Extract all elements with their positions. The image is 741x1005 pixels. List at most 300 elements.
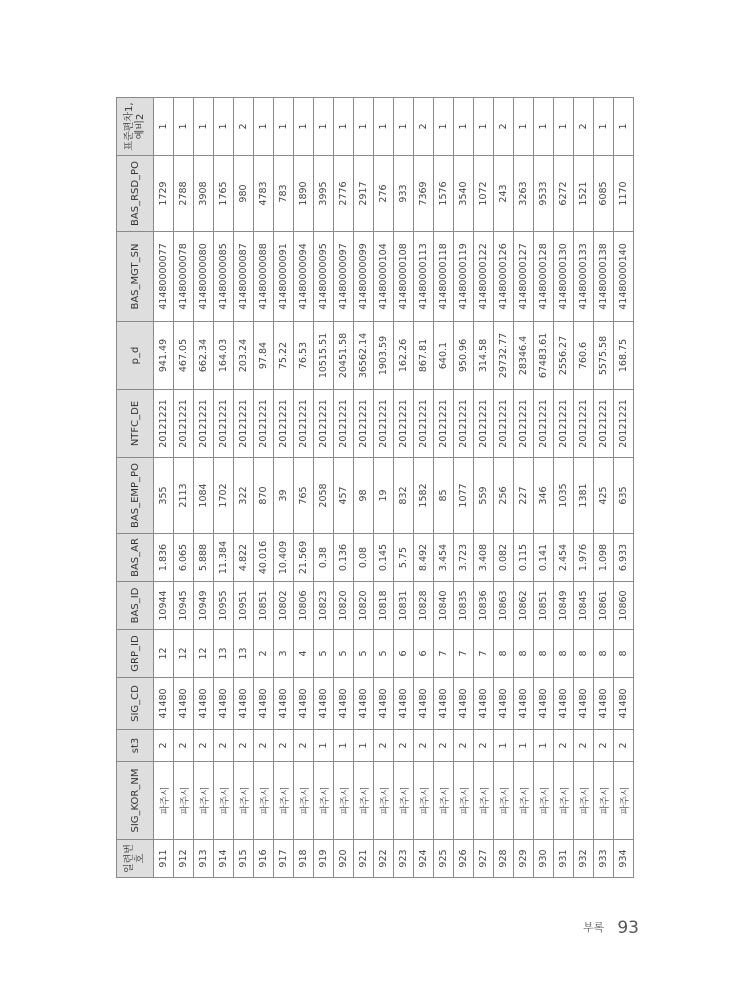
table-cell: 7 xyxy=(434,630,454,678)
table-row xyxy=(574,98,594,878)
table-cell: 1 xyxy=(214,98,234,156)
table-cell: 355 xyxy=(154,458,174,534)
column-header: st3 xyxy=(117,730,154,762)
table-cell: 0.38 xyxy=(314,534,334,582)
table-cell: 950.96 xyxy=(454,322,474,390)
table-cell: 파주시 xyxy=(434,762,454,840)
table-cell: 41480 xyxy=(594,678,614,730)
table-cell: 314.58 xyxy=(474,322,494,390)
table-cell: 파주시 xyxy=(534,762,554,840)
table-cell: 20121221 xyxy=(374,390,394,458)
table-cell: 41480000113 xyxy=(414,232,434,322)
table-cell: 41480000087 xyxy=(234,232,254,322)
rotated-table-container xyxy=(116,102,631,878)
table-cell: 41480000138 xyxy=(594,232,614,322)
column-header: BAS_MGT_SN xyxy=(117,232,154,322)
table-cell: 2 xyxy=(234,730,254,762)
table-cell: 7 xyxy=(474,630,494,678)
table-cell: 6.933 xyxy=(614,534,634,582)
table-cell: 931 xyxy=(554,840,574,878)
table-cell: 20121221 xyxy=(154,390,174,458)
table-cell: 12 xyxy=(174,630,194,678)
table-cell: 20121221 xyxy=(174,390,194,458)
table-row xyxy=(474,98,494,878)
table-cell: 2 xyxy=(294,730,314,762)
column-header: 표준편차1, 예비2 xyxy=(117,98,154,156)
table-cell: 41480000095 xyxy=(314,232,334,322)
table-cell: 832 xyxy=(394,458,414,534)
table-row xyxy=(194,98,214,878)
table-cell: 980 xyxy=(234,156,254,232)
table-cell: 924 xyxy=(414,840,434,878)
table-cell: 41480000097 xyxy=(334,232,354,322)
table-cell: 20121221 xyxy=(574,390,594,458)
table-cell: 6 xyxy=(394,630,414,678)
table-cell: 3.408 xyxy=(474,534,494,582)
table-cell: 41480000130 xyxy=(554,232,574,322)
table-cell: 29732.77 xyxy=(494,322,514,390)
table-cell: 41480000133 xyxy=(574,232,594,322)
table-cell: 1890 xyxy=(294,156,314,232)
table-cell: 0.145 xyxy=(374,534,394,582)
table-cell: 1 xyxy=(154,98,174,156)
table-row xyxy=(514,98,534,878)
table-cell: 41480000080 xyxy=(194,232,214,322)
table-cell: 41480000127 xyxy=(514,232,534,322)
table-cell: 1 xyxy=(314,730,334,762)
table-cell: 10836 xyxy=(474,582,494,630)
table-cell: 13 xyxy=(234,630,254,678)
table-cell: 41480000128 xyxy=(534,232,554,322)
table-cell: 9533 xyxy=(534,156,554,232)
rotated-table-area xyxy=(116,102,631,878)
table-cell: 7 xyxy=(454,630,474,678)
table-cell: 41480000077 xyxy=(154,232,174,322)
table-cell: 929 xyxy=(514,840,534,878)
table-row xyxy=(234,98,254,878)
table-cell: 5575.58 xyxy=(594,322,614,390)
table-cell: 2 xyxy=(454,730,474,762)
table-cell: 10851 xyxy=(254,582,274,630)
table-cell: 0.136 xyxy=(334,534,354,582)
table-body xyxy=(154,98,634,878)
table-cell: 2 xyxy=(494,98,514,156)
table-cell: 41480 xyxy=(554,678,574,730)
table-cell: 41480000099 xyxy=(354,232,374,322)
table-cell: 41480 xyxy=(174,678,194,730)
table-cell: 915 xyxy=(234,840,254,878)
table-cell: 1077 xyxy=(454,458,474,534)
table-cell: 2776 xyxy=(334,156,354,232)
table-cell: 2788 xyxy=(174,156,194,232)
table-cell: 3.723 xyxy=(454,534,474,582)
table-cell: 21.569 xyxy=(294,534,314,582)
table-cell: 1 xyxy=(394,98,414,156)
table-cell: 916 xyxy=(254,840,274,878)
table-cell: 1084 xyxy=(194,458,214,534)
table-cell: 10823 xyxy=(314,582,334,630)
table-cell: 10944 xyxy=(154,582,174,630)
table-cell: 20121221 xyxy=(554,390,574,458)
table-cell: 파주시 xyxy=(374,762,394,840)
table-row xyxy=(374,98,394,878)
table-cell: 760.6 xyxy=(574,322,594,390)
table-cell: 20121221 xyxy=(414,390,434,458)
table-cell: 4.822 xyxy=(234,534,254,582)
table-cell: 8 xyxy=(514,630,534,678)
table-row xyxy=(434,98,454,878)
table-cell: 파주시 xyxy=(594,762,614,840)
table-cell: 1 xyxy=(334,98,354,156)
table-cell: 276 xyxy=(374,156,394,232)
table-cell: 8.492 xyxy=(414,534,434,582)
table-cell: 3995 xyxy=(314,156,334,232)
table-cell: 10820 xyxy=(354,582,374,630)
table-cell: 2.454 xyxy=(554,534,574,582)
table-cell: 1 xyxy=(334,730,354,762)
table-cell: 10945 xyxy=(174,582,194,630)
table-cell: 12 xyxy=(154,630,174,678)
table-cell: 8 xyxy=(574,630,594,678)
table-cell: 4783 xyxy=(254,156,274,232)
table-cell: 1 xyxy=(514,98,534,156)
table-cell: 10802 xyxy=(274,582,294,630)
column-header: SIG_KOR_NM xyxy=(117,762,154,840)
table-cell: 파주시 xyxy=(574,762,594,840)
table-cell: 926 xyxy=(454,840,474,878)
table-cell: 2 xyxy=(174,730,194,762)
table-cell: 2 xyxy=(574,730,594,762)
table-cell: 930 xyxy=(534,840,554,878)
table-cell: 1521 xyxy=(574,156,594,232)
table-cell: 20121221 xyxy=(534,390,554,458)
column-header: GRP_ID xyxy=(117,630,154,678)
table-cell: 1 xyxy=(314,98,334,156)
table-cell: 41480 xyxy=(494,678,514,730)
table-cell: 41480 xyxy=(614,678,634,730)
table-cell: 0.115 xyxy=(514,534,534,582)
table-cell: 6 xyxy=(414,630,434,678)
table-cell: 913 xyxy=(194,840,214,878)
table-cell: 920 xyxy=(334,840,354,878)
table-cell: 1903.59 xyxy=(374,322,394,390)
table-cell: 20121221 xyxy=(434,390,454,458)
table-cell: 20121221 xyxy=(214,390,234,458)
table-cell: 912 xyxy=(174,840,194,878)
table-cell: 3 xyxy=(274,630,294,678)
table-cell: 41480 xyxy=(214,678,234,730)
table-cell: 2058 xyxy=(314,458,334,534)
table-cell: 2 xyxy=(474,730,494,762)
table-cell: 10806 xyxy=(294,582,314,630)
table-cell: 923 xyxy=(394,840,414,878)
table-cell: 927 xyxy=(474,840,494,878)
table-cell: 2 xyxy=(214,730,234,762)
table-cell: 918 xyxy=(294,840,314,878)
table-cell: 20121221 xyxy=(194,390,214,458)
table-cell: 1 xyxy=(454,98,474,156)
page-footer xyxy=(583,918,639,938)
table-cell: 41480000126 xyxy=(494,232,514,322)
table-cell: 파주시 xyxy=(314,762,334,840)
table-cell: 10818 xyxy=(374,582,394,630)
table-cell: 75.22 xyxy=(274,322,294,390)
table-cell: 10862 xyxy=(514,582,534,630)
table-cell: 1 xyxy=(194,98,214,156)
table-cell: 8 xyxy=(594,630,614,678)
table-cell: 97.84 xyxy=(254,322,274,390)
table-cell: 783 xyxy=(274,156,294,232)
table-cell: 5 xyxy=(374,630,394,678)
table-cell: 2 xyxy=(374,730,394,762)
table-cell: 3.454 xyxy=(434,534,454,582)
table-cell: 20121221 xyxy=(514,390,534,458)
table-cell: 6085 xyxy=(594,156,614,232)
table-cell: 10.409 xyxy=(274,534,294,582)
footer-label: 부록 xyxy=(583,921,605,934)
table-cell: 346 xyxy=(534,458,554,534)
table-cell: 2917 xyxy=(354,156,374,232)
table-row xyxy=(254,98,274,878)
table-cell: 41480 xyxy=(234,678,254,730)
table-cell: 867.81 xyxy=(414,322,434,390)
table-cell: 425 xyxy=(594,458,614,534)
table-cell: 3908 xyxy=(194,156,214,232)
table-cell: 41480000122 xyxy=(474,232,494,322)
table-row xyxy=(354,98,374,878)
table-cell: 922 xyxy=(374,840,394,878)
table-cell: 2 xyxy=(414,730,434,762)
table-cell: 0.141 xyxy=(534,534,554,582)
table-cell: 168.75 xyxy=(614,322,634,390)
table-cell: 41480 xyxy=(194,678,214,730)
table-cell: 41480000088 xyxy=(254,232,274,322)
table-cell: 파주시 xyxy=(194,762,214,840)
table-cell: 41480 xyxy=(154,678,174,730)
table-cell: 4 xyxy=(294,630,314,678)
table-cell: 20121221 xyxy=(454,390,474,458)
table-cell: 1 xyxy=(434,98,454,156)
table-cell: 파주시 xyxy=(554,762,574,840)
table-cell: 41480000140 xyxy=(614,232,634,322)
table-row xyxy=(334,98,354,878)
header-row xyxy=(117,98,154,878)
table-cell: 10951 xyxy=(234,582,254,630)
table-cell: 10860 xyxy=(614,582,634,630)
table-cell: 10955 xyxy=(214,582,234,630)
page-number: 93 xyxy=(617,918,639,938)
table-cell: 1729 xyxy=(154,156,174,232)
table-row xyxy=(554,98,574,878)
table-row xyxy=(594,98,614,878)
table-cell: 20451.58 xyxy=(334,322,354,390)
table-cell: 41480 xyxy=(374,678,394,730)
table-cell: 파주시 xyxy=(394,762,414,840)
table-cell: 911 xyxy=(154,840,174,878)
table-cell: 6272 xyxy=(554,156,574,232)
table-cell: 243 xyxy=(494,156,514,232)
table-cell: 10831 xyxy=(394,582,414,630)
table-cell: 10851 xyxy=(534,582,554,630)
table-cell: 2 xyxy=(274,730,294,762)
table-cell: 6.065 xyxy=(174,534,194,582)
table-cell: 36562.14 xyxy=(354,322,374,390)
table-cell: 20121221 xyxy=(334,390,354,458)
table-cell: 1 xyxy=(274,98,294,156)
table-cell: 2 xyxy=(254,630,274,678)
table-row xyxy=(274,98,294,878)
table-row xyxy=(534,98,554,878)
table-cell: 파주시 xyxy=(214,762,234,840)
table-cell: 20121221 xyxy=(314,390,334,458)
table-cell: 11.384 xyxy=(214,534,234,582)
table-cell: 20121221 xyxy=(274,390,294,458)
table-cell: 914 xyxy=(214,840,234,878)
table-cell: 1 xyxy=(494,730,514,762)
table-cell: 635 xyxy=(614,458,634,534)
table-cell: 8 xyxy=(534,630,554,678)
table-cell: 5 xyxy=(314,630,334,678)
table-cell: 1 xyxy=(354,98,374,156)
table-cell: 1170 xyxy=(614,156,634,232)
table-cell: 1 xyxy=(374,98,394,156)
table-cell: 467.05 xyxy=(174,322,194,390)
column-header: BAS_ID xyxy=(117,582,154,630)
table-cell: 933 xyxy=(394,156,414,232)
column-header: 일련번호 xyxy=(117,840,154,878)
table-cell: 1035 xyxy=(554,458,574,534)
table-cell: 1 xyxy=(254,98,274,156)
table-cell: 41480 xyxy=(294,678,314,730)
table-cell: 934 xyxy=(614,840,634,878)
table-row xyxy=(154,98,174,878)
table-cell: 765 xyxy=(294,458,314,534)
table-cell: 2 xyxy=(554,730,574,762)
table-cell: 559 xyxy=(474,458,494,534)
table-cell: 파주시 xyxy=(174,762,194,840)
table-cell: 10820 xyxy=(334,582,354,630)
table-cell: 941.49 xyxy=(154,322,174,390)
table-cell: 2 xyxy=(434,730,454,762)
table-cell: 1765 xyxy=(214,156,234,232)
table-cell: 928 xyxy=(494,840,514,878)
table-cell: 8 xyxy=(554,630,574,678)
table-cell: 2 xyxy=(574,98,594,156)
table-cell: 파주시 xyxy=(454,762,474,840)
table-cell: 41480 xyxy=(274,678,294,730)
table-header xyxy=(117,98,154,878)
table-cell: 2 xyxy=(254,730,274,762)
table-cell: 파주시 xyxy=(234,762,254,840)
table-cell: 파주시 xyxy=(414,762,434,840)
column-header: SIG_CD xyxy=(117,678,154,730)
table-cell: 20121221 xyxy=(294,390,314,458)
table-cell: 2 xyxy=(394,730,414,762)
table-cell: 1 xyxy=(474,98,494,156)
table-cell: 2 xyxy=(414,98,434,156)
table-cell: 1 xyxy=(554,98,574,156)
table-cell: 5.888 xyxy=(194,534,214,582)
table-cell: 1 xyxy=(174,98,194,156)
table-row xyxy=(494,98,514,878)
table-cell: 1 xyxy=(534,730,554,762)
table-cell: 41480000091 xyxy=(274,232,294,322)
table-cell: 41480000085 xyxy=(214,232,234,322)
table-cell: 41480 xyxy=(434,678,454,730)
table-cell: 10515.51 xyxy=(314,322,334,390)
table-cell: 19 xyxy=(374,458,394,534)
table-cell: 1.976 xyxy=(574,534,594,582)
table-cell: 41480 xyxy=(394,678,414,730)
table-cell: 76.53 xyxy=(294,322,314,390)
table-cell: 85 xyxy=(434,458,454,534)
table-cell: 41480 xyxy=(414,678,434,730)
table-cell: 10835 xyxy=(454,582,474,630)
table-cell: 8 xyxy=(614,630,634,678)
table-cell: 10840 xyxy=(434,582,454,630)
table-cell: 41480 xyxy=(534,678,554,730)
table-cell: 1 xyxy=(294,98,314,156)
table-cell: 1582 xyxy=(414,458,434,534)
column-header: BAS_EMP_PO xyxy=(117,458,154,534)
table-row xyxy=(614,98,634,878)
column-header: p_d xyxy=(117,322,154,390)
table-cell: 41480 xyxy=(514,678,534,730)
table-cell: 41480 xyxy=(454,678,474,730)
table-cell: 파주시 xyxy=(614,762,634,840)
table-cell: 1702 xyxy=(214,458,234,534)
table-cell: 1.098 xyxy=(594,534,614,582)
table-cell: 20121221 xyxy=(594,390,614,458)
table-cell: 921 xyxy=(354,840,374,878)
table-cell: 2 xyxy=(594,730,614,762)
table-cell: 20121221 xyxy=(234,390,254,458)
table-cell: 932 xyxy=(574,840,594,878)
column-header: NTFC_DE xyxy=(117,390,154,458)
table-cell: 5 xyxy=(334,630,354,678)
column-header: BAS_AR xyxy=(117,534,154,582)
table-cell: 41480000108 xyxy=(394,232,414,322)
table-cell: 0.082 xyxy=(494,534,514,582)
table-cell: 3540 xyxy=(454,156,474,232)
table-cell: 98 xyxy=(354,458,374,534)
table-cell: 파주시 xyxy=(474,762,494,840)
table-cell: 919 xyxy=(314,840,334,878)
table-cell: 39 xyxy=(274,458,294,534)
table-cell: 20121221 xyxy=(614,390,634,458)
table-cell: 1381 xyxy=(574,458,594,534)
table-cell: 28346.4 xyxy=(514,322,534,390)
table-cell: 322 xyxy=(234,458,254,534)
table-cell: 10828 xyxy=(414,582,434,630)
table-cell: 2 xyxy=(234,98,254,156)
table-cell: 203.24 xyxy=(234,322,254,390)
table-cell: 20121221 xyxy=(394,390,414,458)
table-cell: 1072 xyxy=(474,156,494,232)
table-cell: 41480 xyxy=(354,678,374,730)
table-cell: 41480000104 xyxy=(374,232,394,322)
table-cell: 2 xyxy=(614,730,634,762)
table-cell: 파주시 xyxy=(354,762,374,840)
table-cell: 41480000119 xyxy=(454,232,474,322)
table-cell: 41480 xyxy=(574,678,594,730)
table-cell: 7369 xyxy=(414,156,434,232)
table-cell: 12 xyxy=(194,630,214,678)
table-cell: 40.016 xyxy=(254,534,274,582)
table-cell: 13 xyxy=(214,630,234,678)
table-cell: 0.08 xyxy=(354,534,374,582)
table-cell: 41480000094 xyxy=(294,232,314,322)
